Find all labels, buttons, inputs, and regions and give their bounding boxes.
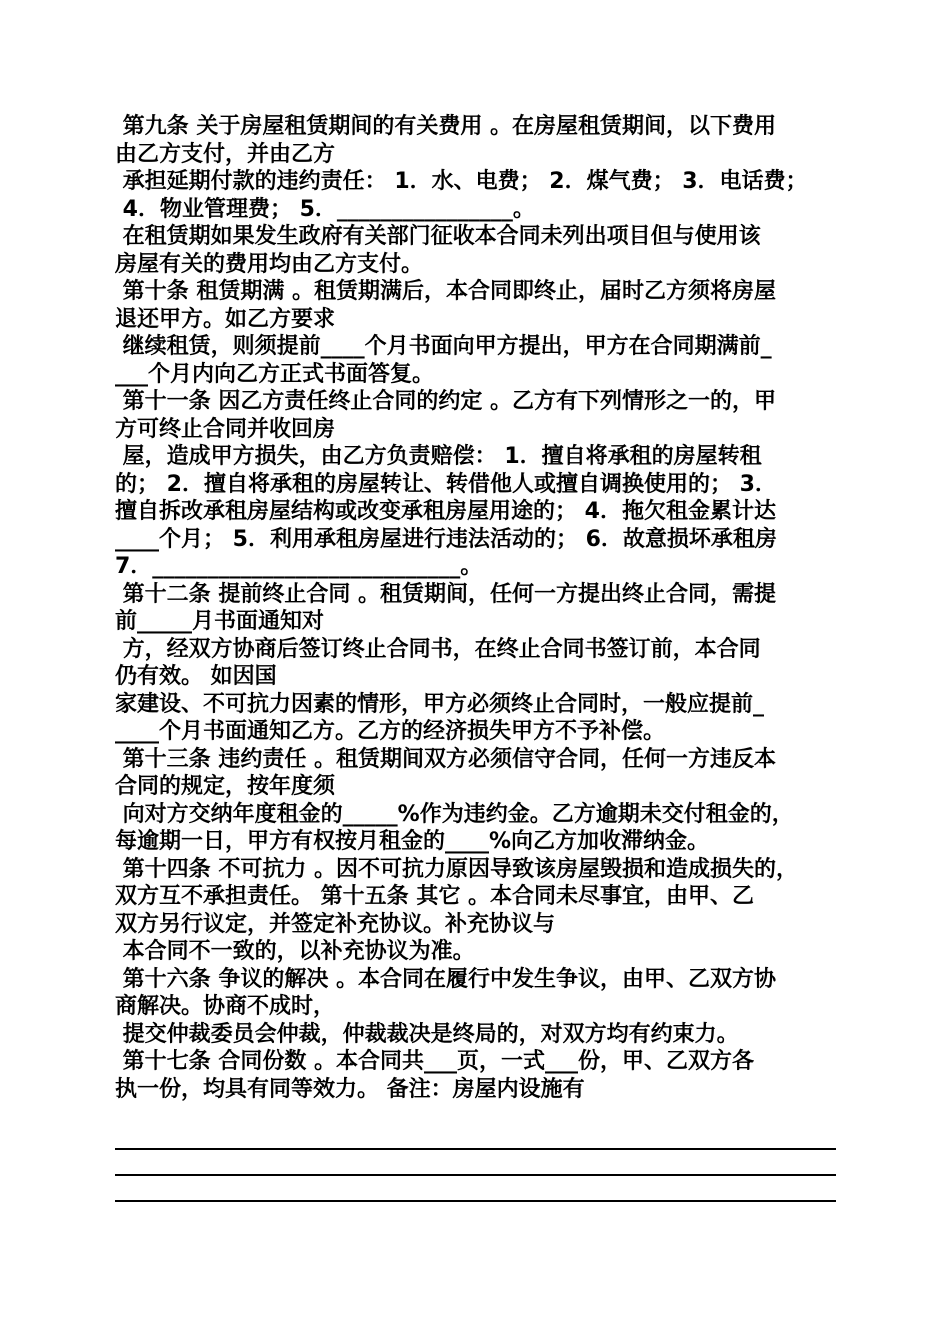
text-line: 双方另行议定，并签定补充协议。补充协议与 — [115, 911, 556, 937]
text-line: 承担延期付款的违约责任： 1．水、电费； 2．煤气费； 3．电话费； — [115, 169, 808, 194]
text-line: 在租赁期如果发生政府有关部门征收本合同未列出项目但与使用该 — [115, 224, 761, 249]
text-line: 房屋有关的费用均由乙方支付。 — [115, 251, 424, 277]
text-line: 的； 2．擅自将承租的房屋转让、转借他人或擅自调换使用的； 3． — [115, 471, 777, 497]
text-line: 商解决。协商不成时， — [115, 994, 336, 1019]
text-line: ____个月； 5．利用承租房屋进行违法活动的； 6．故意损坏承租房 — [115, 526, 777, 552]
text-line: 本合同不一致的，以补充协议为准。 — [115, 939, 475, 964]
text-line: 屋，造成甲方损失，由乙方负责赔偿： 1．擅自将承租的房屋转租 — [115, 444, 762, 469]
text-line: 由乙方支付，并由乙方 — [115, 141, 336, 167]
text-line: 双方互不承担责任。 第十五条 其它 。本合同未尽事宜，由甲、乙 — [115, 884, 754, 909]
text-line: 4．物业管理费； 5．________________。 — [115, 196, 535, 222]
text-line: 第九条 关于房屋租赁期间的有关费用 。在房屋租赁期间，以下费用 — [115, 114, 776, 139]
text-line: 第十二条 提前终止合同 。租赁期间，任何一方提出终止合同，需提 — [115, 581, 776, 607]
text-line: 退还甲方。如乙方要求 — [115, 306, 336, 332]
blank-line — [115, 1174, 836, 1176]
text-line: 合同的规定，按年度须 — [115, 774, 336, 799]
text-line: 家建设、不可抗力因素的情形，甲方必须终止合同时，一般应提前_ — [115, 691, 765, 717]
blank-line — [115, 1148, 836, 1150]
text-line: 方，经双方协商后签订终止合同书，在终止合同书签订前，本合同 — [115, 636, 761, 662]
text-line: 第十三条 违约责任 。租赁期间双方必须信守合同，任何一方违反本 — [115, 746, 776, 772]
text-line: 第十七条 合同份数 。本合同共___页，一式___份，甲、乙双方各 — [115, 1049, 754, 1074]
text-line: 前_____月书面通知对 — [115, 609, 325, 634]
text-line: 第十一条 因乙方责任终止合同的约定 。乙方有下列情形之一的，甲 — [115, 389, 776, 414]
text-line: 第十四条 不可抗力 。因不可抗力原因导致该房屋毁损和造成损失的， — [115, 856, 798, 882]
blank-line — [115, 1200, 836, 1202]
text-line: 第十条 租赁期满 。租赁期满后，本合同即终止，届时乙方须将房屋 — [115, 279, 776, 304]
text-line: 提交仲裁委员会仲裁，仲裁裁决是终局的，对双方均有约束力。 — [115, 1021, 739, 1047]
text-line: 第十六条 争议的解决 。本合同在履行中发生争议，由甲、乙双方协 — [115, 966, 776, 992]
blank-fill-lines — [115, 1148, 836, 1226]
text-line: 擅自拆改承租房屋结构或改变承租房屋用途的； 4．拖欠租金累计达 — [115, 499, 776, 524]
text-line: ____个月书面通知乙方。乙方的经济损失甲方不予补偿。 — [115, 719, 666, 744]
text-line: 继续租赁，则须提前____个月书面向甲方提出，甲方在合同期满前_ — [115, 334, 772, 359]
text-line: 7．____________________________。 — [115, 554, 483, 579]
text-line: ___个月内向乙方正式书面答复。 — [115, 361, 435, 387]
text-line: 每逾期一日，甲方有权按月租金的____%向乙方加收滞纳金。 — [115, 829, 710, 854]
text-line: 执一份，均具有同等效力。 备注：房屋内设施有 — [115, 1076, 585, 1102]
text-line: 方可终止合同并收回房 — [115, 416, 336, 442]
contract-body — [115, 113, 850, 1103]
text-line: 向对方交纳年度租金的_____%作为违约金。乙方逾期未交付租金的， — [115, 801, 794, 827]
text-line: 仍有效。 如因国 — [115, 664, 277, 689]
